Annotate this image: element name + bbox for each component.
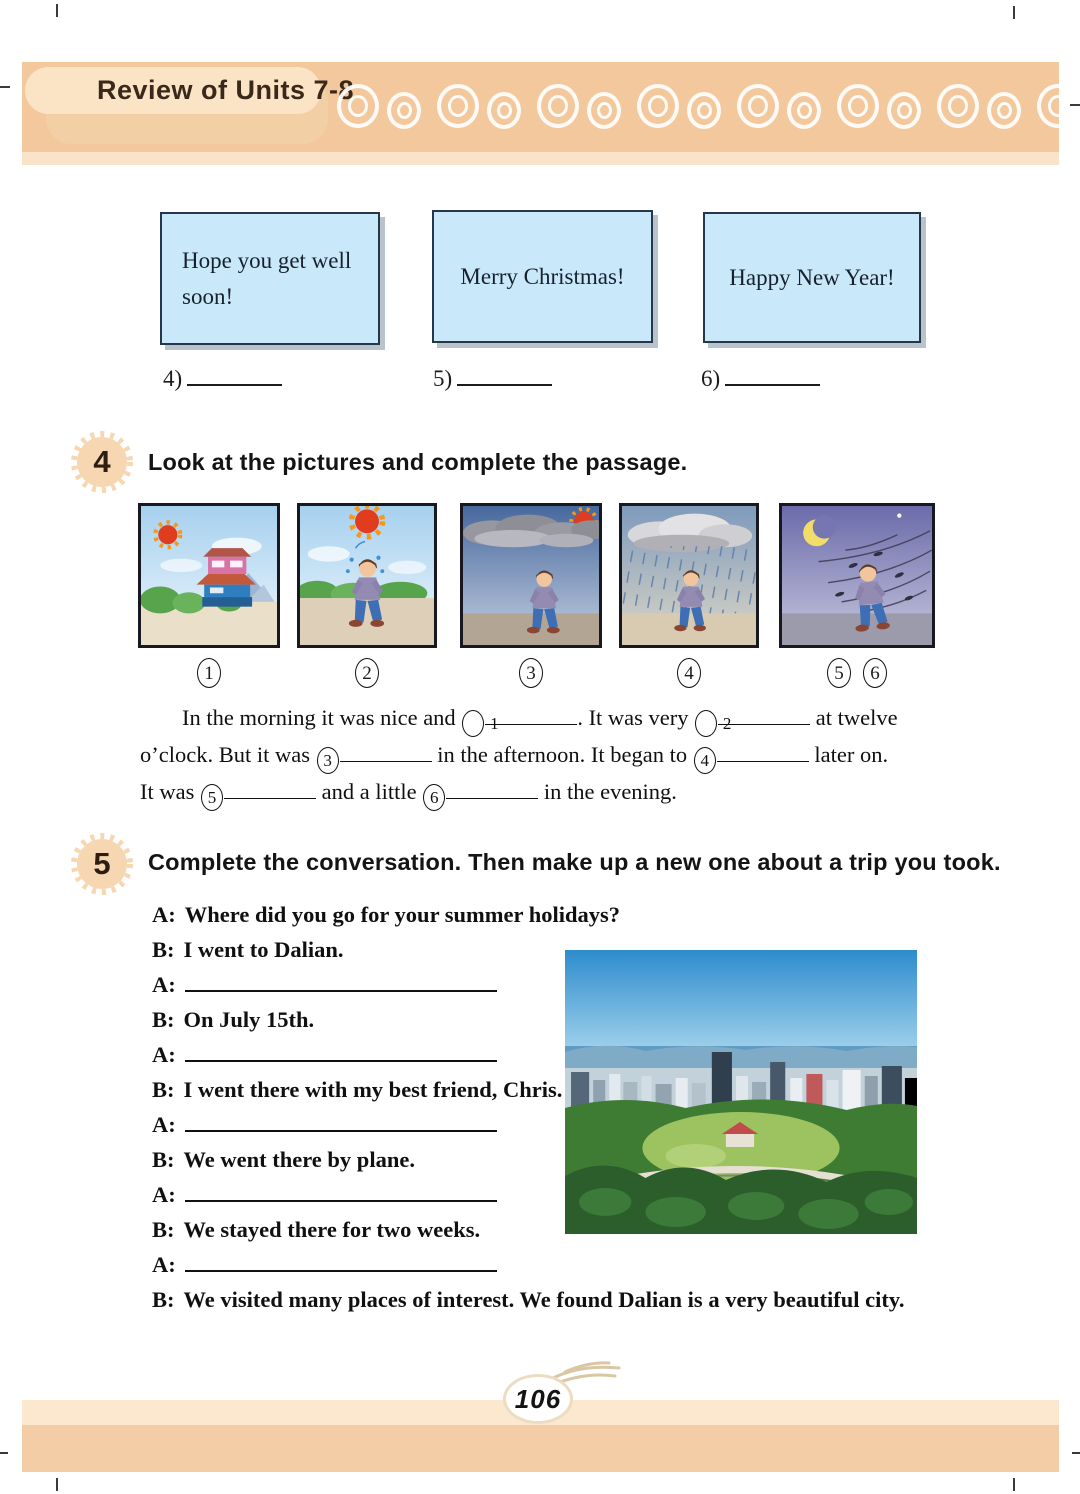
answer-blank-5 [433,364,552,392]
picture-caption-4 [619,657,759,689]
passage-text: later on. [808,742,889,767]
decorative-circle [837,84,879,128]
circled-number: 3 [519,658,543,688]
decorative-circle [437,84,479,128]
answer-blank-line[interactable] [185,1040,497,1062]
answer-blank-line[interactable] [185,1180,497,1202]
dalian-city-photo [565,950,917,1234]
answer-line[interactable] [725,364,820,386]
section-4-badge [70,430,134,494]
speaker-label: A: [152,902,176,927]
circled-number: 4 [677,658,701,688]
passage-blank[interactable] [718,706,810,725]
speaker-label: B: [152,1007,175,1032]
speaker-label: B: [152,1147,175,1172]
decorative-circle [887,92,921,129]
picture-caption-5-6 [779,657,935,689]
answer-blank-line[interactable] [185,970,497,992]
section-5-title: Complete the conversation. Then make up a new one about a trip you took. [148,849,1001,875]
conversation-text: We went there by plane. [183,1147,415,1172]
circled-number: 6 [423,784,445,811]
decorative-circle [487,92,521,129]
conversation-text: Where did you go for your summer holidays? [184,902,621,927]
header-band [22,62,1059,152]
header-band-underline [22,152,1059,165]
decorative-circle [387,92,421,129]
conversation-line [152,897,990,932]
answer-blank-line[interactable] [185,1110,497,1132]
decorative-circle [337,84,379,128]
conversation-text: I went there with my best friend, Chris. [183,1077,563,1102]
header-title-pill [25,67,355,114]
conversation-line [152,1247,990,1282]
blank-label: 4) [163,366,183,391]
decorative-circle [987,92,1021,129]
speaker-label: B: [152,1287,175,1312]
crop-mark [1013,6,1015,19]
section-number: 4 [93,444,111,479]
picture-caption-2 [297,657,437,689]
picture-caption-1 [138,657,280,689]
section-5-badge [70,832,134,896]
passage-text: at twelve [810,705,898,730]
circled-number: 2 [695,710,717,737]
circled-number: 5 [827,658,851,688]
picture-caption-3 [460,657,602,689]
page-number-badge [503,1374,573,1424]
greeting-card-text: Merry Christmas! [460,263,625,289]
decorative-circle [637,84,679,128]
speaker-label: B: [152,937,175,962]
passage-blank[interactable] [485,706,577,725]
circled-number: 2 [355,658,379,688]
circled-number: 1 [462,710,484,737]
greeting-card-text: Happy New Year! [729,264,895,290]
passage-line [140,737,955,774]
section-number: 5 [93,846,111,881]
passage-line [140,774,955,811]
speaker-label: B: [152,1217,175,1242]
passage-text: and a little [316,779,423,804]
decorative-circle [737,84,779,128]
picture-windy-night-icon [779,503,935,648]
passage-text: . It was very [577,705,695,730]
passage-text: In the morning it was nice and [182,705,462,730]
picture-cloudy-icon [460,503,602,648]
conversation-text: We visited many places of interest. We found Dalian is a very beautiful city. [183,1287,905,1312]
passage-blank[interactable] [717,743,809,762]
speaker-label: A: [152,1182,176,1207]
circled-number: 3 [317,747,339,774]
crop-mark [56,1478,58,1491]
page-number: 106 [514,1383,562,1414]
greeting-card-new-year [703,212,921,343]
circled-number: 6 [863,658,887,688]
passage-text: o’clock. But it was [140,742,316,767]
speaker-label: A: [152,1252,176,1277]
blank-label: 6) [701,366,721,391]
answer-blank-4 [163,364,282,392]
passage-text: in the afternoon. It began to [431,742,693,767]
circled-number: 5 [201,784,223,811]
picture-rainy-icon [619,503,759,648]
circled-number: 4 [694,747,716,774]
passage [140,700,955,811]
decorative-circle [787,92,821,129]
speaker-label: A: [152,1042,176,1067]
passage-text: It was [140,779,200,804]
crop-mark [1072,1452,1080,1454]
decorative-circle [587,92,621,129]
conversation-text: We stayed there for two weeks. [183,1217,481,1242]
answer-line[interactable] [457,364,552,386]
speaker-label: B: [152,1077,175,1102]
passage-blank[interactable] [224,780,316,799]
conversation-line [152,1282,990,1317]
answer-line[interactable] [187,364,282,386]
decorative-circle [687,92,721,129]
crop-mark [1070,104,1080,106]
decorative-circle [537,84,579,128]
greeting-card-get-well [160,212,380,345]
crop-mark [56,4,58,17]
crop-mark [0,86,10,88]
picture-hot-sun-icon [297,503,437,648]
decorative-circle [1037,84,1059,128]
section-4-title: Look at the pictures and complete the passage. [148,449,688,475]
header-circles [337,62,1059,152]
passage-line [140,700,955,737]
conversation-text: I went to Dalian. [183,937,344,962]
decorative-circle [937,84,979,128]
greeting-card-text: Hope you get well soon! [182,247,352,309]
conversation-text: On July 15th. [183,1007,315,1032]
passage-text: in the evening. [538,779,677,804]
passage-blank[interactable] [340,743,432,762]
crop-mark [0,1452,8,1454]
footer-band-dark [22,1425,1059,1472]
answer-blank-line[interactable] [185,1250,497,1272]
answer-blank-6 [701,364,820,392]
passage-blank[interactable] [446,780,538,799]
crop-mark [1013,1478,1015,1491]
circled-number: 1 [197,658,221,688]
speaker-label: A: [152,972,176,997]
blank-label: 5) [433,366,453,391]
page-title: Review of Units 7-8 [97,75,355,105]
greeting-card-christmas [432,210,653,343]
speaker-label: A: [152,1112,176,1137]
picture-sunny-house-icon [138,503,280,648]
